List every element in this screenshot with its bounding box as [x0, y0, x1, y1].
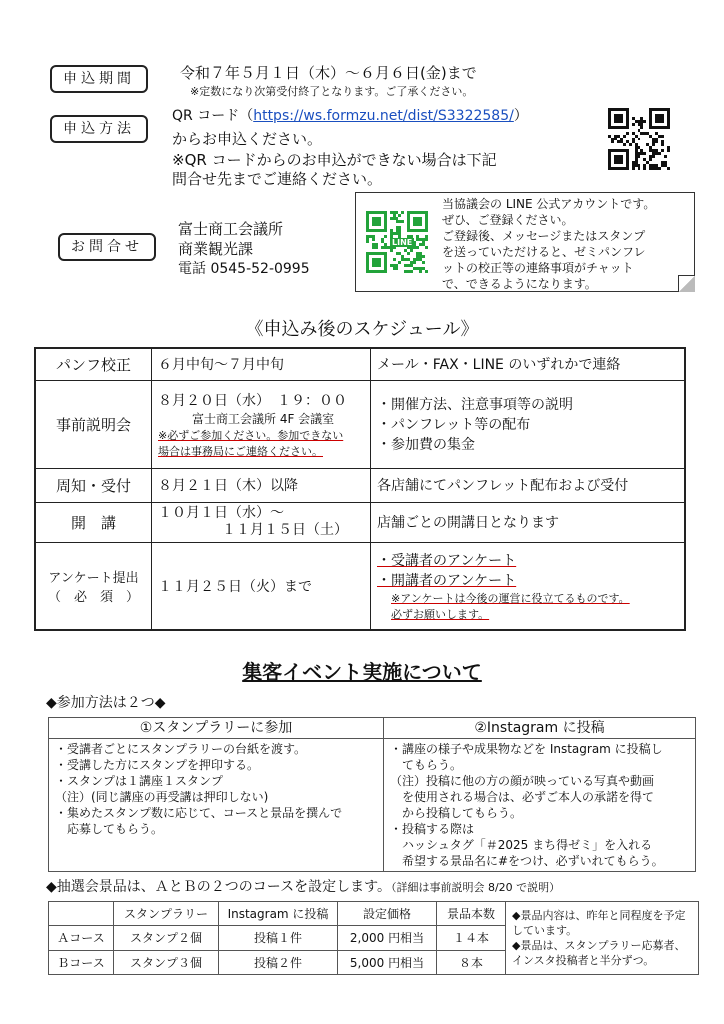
prize-cell: 2,000 円相当: [338, 926, 437, 950]
schedule-note: 必ずお願いします。: [391, 607, 490, 621]
prize-heading-note: （詳細は事前説明会 8/20 で説明）: [390, 881, 561, 894]
line-text-3: ご登録後、メッセージまたはスタンプ: [442, 229, 646, 243]
method-col2-item: ハッシュタグ「＃2025 まち得ゼミ」を入れる: [390, 838, 653, 852]
prize-cell: ８本: [437, 950, 506, 974]
line-logo: LINE: [392, 238, 413, 247]
prize-header-row: [49, 902, 699, 926]
prize-header: 景品本数: [437, 902, 506, 926]
schedule-head: 周知・受付: [35, 468, 152, 502]
schedule-date: ８月２０日（水） １９：００: [158, 392, 347, 409]
prize-heading-line: [46, 876, 560, 896]
prize-cell: スタンプ３個: [114, 950, 219, 974]
schedule-head: アンケート提出: [48, 570, 139, 586]
schedule-date-cell: [152, 380, 371, 468]
prize-heading: ◆抽選会景品は、ＡとＢの２つのコースを設定します。: [46, 879, 391, 895]
schedule-desc: 各店舗にてパンフレット配布および受付: [371, 468, 686, 502]
schedule-date-cell: [152, 502, 371, 542]
schedule-table: [34, 347, 686, 631]
schedule-row: [35, 468, 685, 502]
schedule-row: [35, 502, 685, 542]
method-col2-item: を使用される場合は、必ずご本人の承諾を得て: [390, 790, 655, 804]
prize-cell: スタンプ２個: [114, 926, 219, 950]
method-col2-title: ②Instagram に投稿: [384, 718, 696, 739]
method-line2: からお申込ください。: [172, 130, 323, 148]
prize-header: Instagram に投稿: [219, 902, 338, 926]
prize-cell: １４本: [437, 926, 506, 950]
schedule-note: 場合は事務局にご連絡ください。: [158, 444, 323, 458]
schedule-desc: 店舗ごとの開講日となります: [371, 502, 686, 542]
schedule-title: 《申込み後のスケジュール》: [245, 319, 479, 340]
method-qr-prefix: QR コード（: [172, 108, 254, 124]
method-col1-body: [49, 739, 384, 872]
line-text-2: ぜひ、ご登録ください。: [442, 213, 574, 227]
methods-body-row: [49, 739, 696, 872]
method-col2-item: から投稿してもらう。: [390, 806, 523, 820]
method-col2-item: てもらう。: [390, 758, 463, 772]
method-col2-item: ・投稿する際は: [390, 822, 475, 836]
schedule-head: パンフ校正: [35, 348, 152, 380]
methods-header-row: [49, 718, 696, 739]
schedule-note: ※アンケートは今後の運営に役立てるものです。: [391, 591, 630, 605]
method-col1-item: （注）(同じ講座の再受講は押印しない): [55, 790, 269, 804]
prize-header: [49, 902, 114, 926]
schedule-head-sub: （ 必 須 ）: [47, 589, 139, 605]
method-line3: ※QR コードからのお申込ができない場合は下記: [172, 151, 497, 169]
prize-cell: 投稿２件: [219, 950, 338, 974]
prize-note: ◆景品は、スタンプラリー応募者、インスタ投稿者と半分ずつ。: [512, 939, 686, 967]
period-label: 申込期間: [50, 65, 148, 93]
method-col1-item: ・受講者ごとにスタンプラリーの台紙を渡す。: [55, 742, 307, 756]
schedule-desc: ・開催方法、注意事項等の説明: [377, 397, 573, 413]
schedule-desc: ・パンフレット等の配布: [377, 417, 531, 433]
form-url-link[interactable]: https://ws.formzu.net/dist/S3322585/: [253, 108, 514, 124]
schedule-date: １１月１５日（土）: [222, 522, 348, 538]
form-qr-code[interactable]: [608, 108, 670, 170]
method-line4: 問合せ先までご連絡ください。: [172, 170, 383, 188]
schedule-head: 開 講: [35, 502, 152, 542]
line-text-5: ットの校正等の連絡事項がチャット: [442, 261, 634, 275]
event-title: 集客イベント実施について: [242, 660, 482, 684]
prize-header: 設定価格: [338, 902, 437, 926]
schedule-desc: ・受講者のアンケート: [377, 552, 517, 569]
schedule-desc: ・参加費の集金: [377, 437, 475, 453]
schedule-desc-cell: [371, 380, 686, 468]
method-col1-item: ・受講した方にスタンプを押印する。: [55, 758, 260, 772]
contact-label: お問合せ: [58, 233, 156, 261]
prize-notes: [506, 902, 699, 975]
schedule-date: １１月２５日（火）まで: [152, 542, 371, 630]
line-text-1: 当協議会の LINE 公式アカウントです。: [442, 197, 656, 211]
line-text-6: で、できるようになります。: [442, 277, 597, 291]
period-note: ※定数になり次第受付終了となります。ご了承ください。: [190, 85, 474, 98]
method-col2-item: 希望する景品名に#をつけ、必ずいれてもらう。: [390, 854, 664, 868]
method-col1-item: 応募してもらう。: [55, 822, 164, 836]
schedule-row: [35, 348, 685, 380]
page-curl: [678, 275, 695, 292]
schedule-desc-cell: [371, 542, 686, 630]
schedule-head: 事前説明会: [35, 380, 152, 468]
methods-table: [48, 717, 696, 872]
contact-dept: 商業観光課: [178, 240, 254, 258]
methods-heading: ◆参加方法は２つ◆: [46, 695, 166, 711]
prize-cell: 5,000 円相当: [338, 950, 437, 974]
prize-table: [48, 901, 699, 975]
method-col1-item: ・集めたスタンプ数に応じて、コースと景品を撰んで: [55, 806, 343, 820]
schedule-note: ※必ずご参加ください。参加できない: [158, 428, 344, 442]
method-col2-body: [384, 739, 696, 872]
schedule-row: [35, 380, 685, 468]
schedule-row: [35, 542, 685, 630]
method-label: 申込方法: [50, 115, 148, 143]
method-col1-item: ・スタンプは１講座１スタンプ: [55, 774, 224, 788]
schedule-date: １０月１日（水）～: [158, 505, 284, 521]
prize-note: ◆景品内容は、昨年と同程度を予定しています。: [512, 909, 686, 937]
schedule-date: ６月中旬～７月中旬: [152, 348, 371, 380]
prize-cell: Ｂコース: [49, 950, 114, 974]
prize-header: スタンプラリー: [114, 902, 219, 926]
line-info-box: [355, 192, 695, 292]
method-col1-title: ①スタンプラリーに参加: [49, 718, 384, 739]
line-text-4: を送っていただけると、ゼミパンフレ: [442, 245, 646, 259]
prize-cell: Ａコース: [49, 926, 114, 950]
contact-org: 富士商工会議所: [178, 220, 284, 238]
period-text: 令和７年５月１日（木）～６月６日(金)まで: [180, 64, 477, 82]
schedule-head-cell: [35, 542, 152, 630]
schedule-date: ８月２１日（木）以降: [152, 468, 371, 502]
method-qr-suffix: ）: [513, 108, 528, 124]
method-col2-item: （注）投稿に他の方の顔が映っている写真や動画: [390, 774, 655, 788]
schedule-venue: 富士商工会議所 4F 会議室: [192, 411, 335, 426]
schedule-desc: メール・FAX・LINE のいずれかで連絡: [371, 348, 686, 380]
schedule-desc: ・開講者のアンケート: [377, 572, 517, 589]
line-text: [442, 196, 655, 292]
method-col2-item: ・講座の様子や成果物などを Instagram に投稿し: [390, 742, 663, 756]
method-qr-line: [172, 107, 528, 126]
prize-cell: 投稿１件: [219, 926, 338, 950]
contact-tel: 電話 0545-52-0995: [178, 261, 310, 277]
